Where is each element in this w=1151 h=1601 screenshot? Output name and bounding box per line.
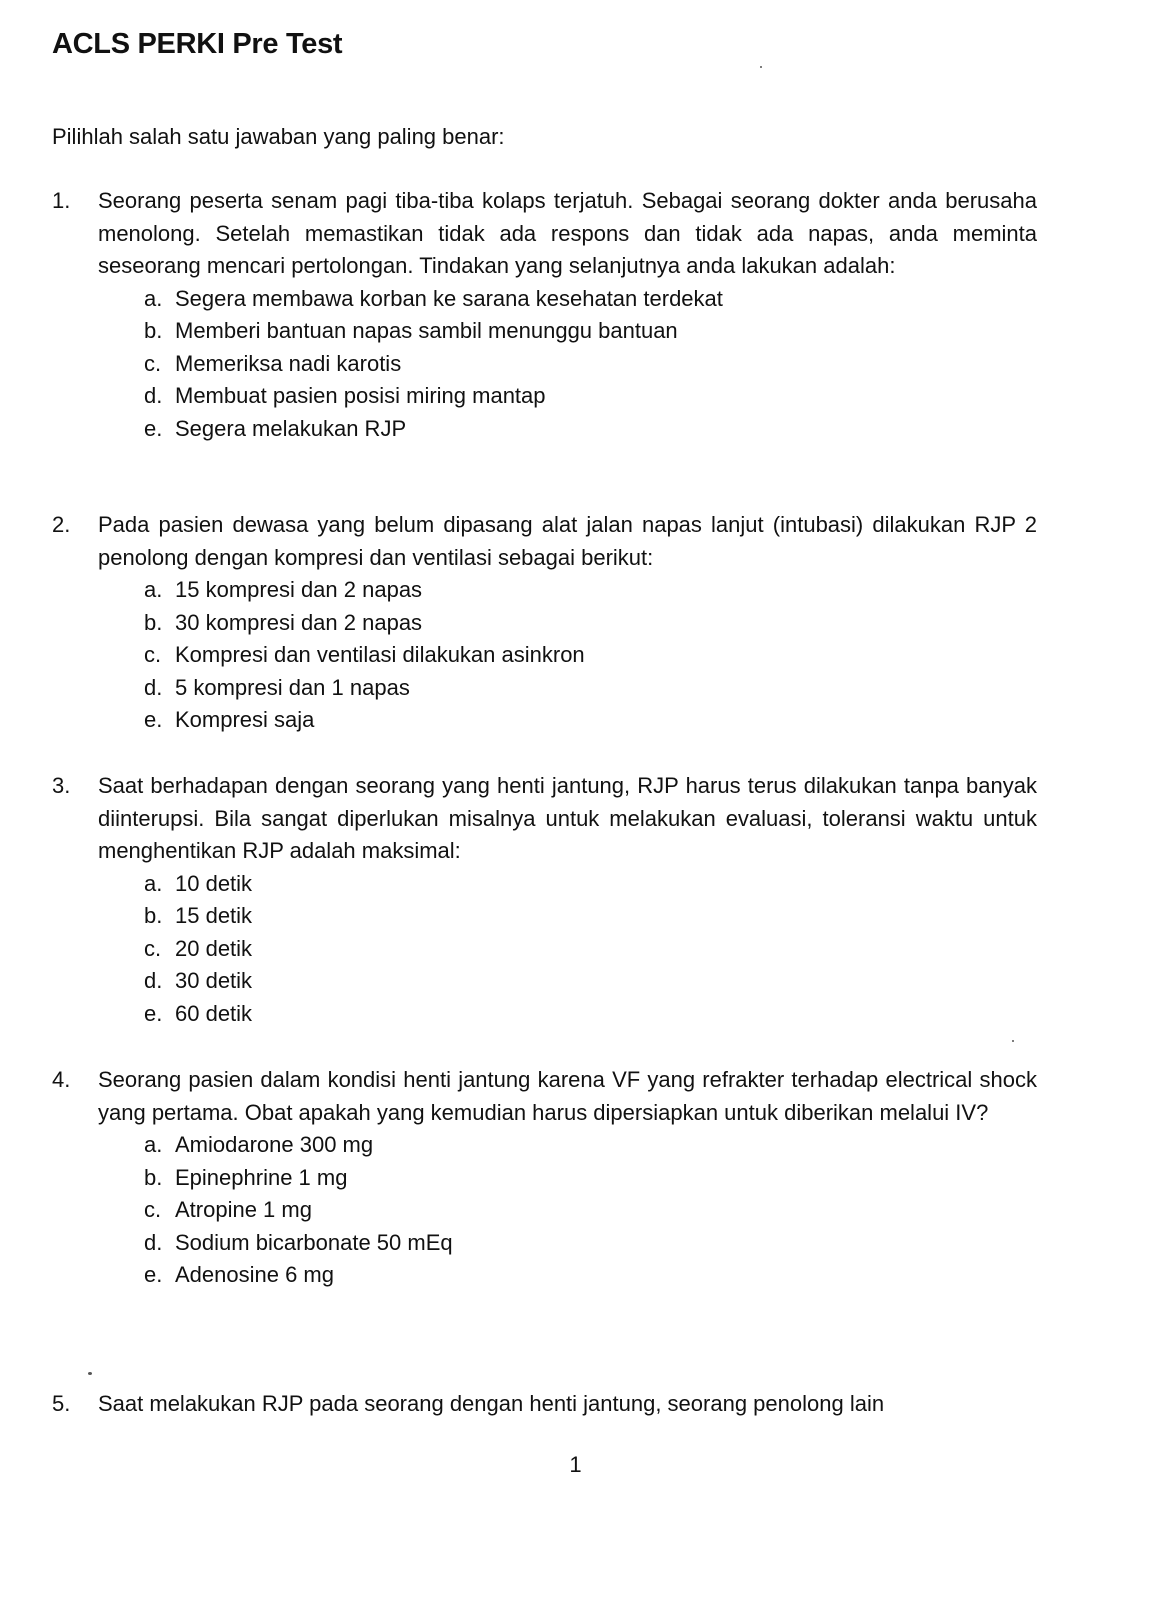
option-letter: a. [144,285,163,311]
option-text: 5 kompresi dan 1 napas [175,674,410,700]
option-d [144,965,1037,998]
option-letter: d. [144,674,163,700]
option-e [144,1259,1037,1292]
option-letter: d. [144,1229,163,1255]
option-letter: a. [144,577,163,602]
question-number: 1. [52,188,71,213]
option-letter: d. [144,968,163,993]
option-e [144,998,1037,1031]
option-text: 15 kompresi dan 2 napas [175,577,423,602]
option-letter: c. [144,350,162,376]
option-letter: b. [144,609,163,635]
question-5 [52,1388,1037,1421]
option-text: 60 detik [175,1000,253,1026]
option-text: Epinephrine 1 mg [175,1164,348,1190]
option-text: Segera melakukan RJP [175,415,407,441]
option-text: 15 detik [175,903,253,928]
question-number: 5. [52,1391,71,1416]
option-text: 20 detik [175,935,253,961]
option-a [144,868,1037,901]
option-text: Memeriksa nadi karotis [175,350,402,376]
option-text: Sodium bicarbonate 50 mEq [175,1229,453,1255]
option-b [144,900,1037,933]
option-list [52,283,1037,446]
question-4 [52,1064,1037,1292]
scan-speck [88,1372,92,1375]
option-c [144,639,1037,672]
option-d [144,380,1037,413]
question-1 [52,185,1037,445]
option-list [52,868,1037,1031]
option-letter: a. [144,870,163,896]
option-list [52,574,1037,737]
option-letter: b. [144,1164,163,1190]
option-a [144,1129,1037,1162]
option-text: Segera membawa korban ke sarana kesehatan terdekat [175,285,723,311]
option-text: Atropine 1 mg [175,1197,312,1222]
option-letter: c. [144,935,162,961]
option-text: 10 detik [175,870,253,896]
option-text: Amiodarone 300 mg [175,1132,374,1157]
option-letter: e. [144,1000,163,1026]
option-letter: d. [144,383,163,408]
scan-speck [1012,1040,1014,1042]
option-b [144,607,1037,640]
option-letter: b. [144,903,163,928]
question-3 [52,770,1037,1030]
option-b [144,315,1037,348]
option-b [144,1162,1037,1195]
option-letter: e. [144,707,163,732]
question-text: Pada pasien dewasa yang belum dipasang alat jalan napas lanjut (intubasi) dilakukan RJP 2 penolong dengan kompresi dan ventilasi sebagai berikut: [98,512,1037,570]
option-text: Memberi bantuan napas sambil menunggu bantuan [175,318,678,343]
option-letter: e. [144,415,163,441]
option-letter: a. [144,1132,163,1157]
option-e [144,413,1037,446]
option-text: Membuat pasien posisi miring mantap [175,383,546,408]
option-a [144,574,1037,607]
option-c [144,933,1037,966]
option-a [144,283,1037,316]
option-e [144,704,1037,737]
option-text: Kompresi dan ventilasi dilakukan asinkron [175,642,585,667]
question-number: 2. [52,512,71,537]
option-c [144,348,1037,381]
question-text: Seorang peserta senam pagi tiba-tiba kolaps terjatuh. Sebagai seorang dokter anda berusaha menolong. Setelah memastikan tidak ada respons dan tidak ada napas, anda meminta seseorang mencari pertolongan. Tindakan yang selanjutnya anda lakukan adalah: [98,188,1037,278]
option-letter: c. [144,642,162,667]
option-letter: e. [144,1262,163,1287]
option-letter: c. [144,1197,162,1222]
question-text: Saat melakukan RJP pada seorang dengan henti jantung, seorang penolong lain [98,1391,885,1416]
question-2 [52,509,1037,737]
option-d [144,672,1037,705]
question-number: 3. [52,773,71,798]
option-d [144,1227,1037,1260]
option-text: 30 kompresi dan 2 napas [175,609,423,635]
page-title: ACLS PERKI Pre Test [52,28,343,60]
option-text: Kompresi saja [175,707,315,732]
question-text: Saat berhadapan dengan seorang yang henti jantung, RJP harus terus dilakukan tanpa banyak diinterupsi. Bila sangat diperlukan misalnya untuk melakukan evaluasi, toleransi waktu untuk menghentikan RJP adalah maksimal: [98,773,1037,863]
option-text: 30 detik [175,968,253,993]
question-text: Seorang pasien dalam kondisi henti jantung karena VF yang refrakter terhadap electrical shock yang pertama. Obat apakah yang kemudian harus dipersiapkan untuk diberikan melalui IV? [98,1067,1037,1125]
page-number: 1 [569,1452,582,1477]
question-number: 4. [52,1067,71,1092]
instruction-text: Pilihlah salah satu jawaban yang paling benar: [52,124,505,149]
option-list [52,1129,1037,1292]
option-letter: b. [144,318,163,343]
scan-speck [760,66,762,68]
option-text: Adenosine 6 mg [175,1262,334,1287]
option-c [144,1194,1037,1227]
